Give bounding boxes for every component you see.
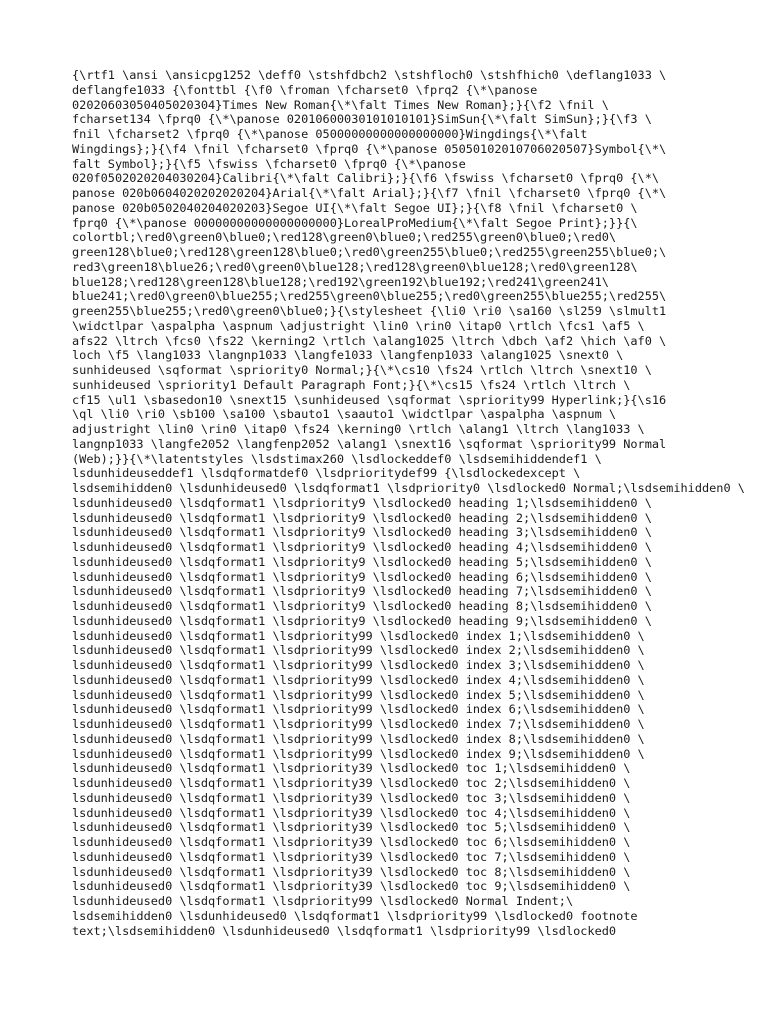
text-line: lsdunhideused0 \lsdqformat1 \lsdpriority39 \lsdlocked0 toc 8;\lsdsemihidden0 \ — [72, 864, 631, 879]
text-line: lsdunhideused0 \lsdqformat1 \lsdpriority39 \lsdlocked0 toc 4;\lsdsemihidden0 \ — [72, 805, 631, 820]
text-line: lsdunhideused0 \lsdqformat1 \lsdpriority99 \lsdlocked0 index 9;\lsdsemihidden0 \ — [72, 746, 645, 761]
text-line: lsdunhideused0 \lsdqformat1 \lsdpriority9 \lsdlocked0 heading 9;\lsdsemihidden0 \ — [72, 613, 652, 628]
text-line: langnp1033 \langfe2052 \langfenp2052 \alang1 \snext16 \sqformat \spriority99 Normal — [72, 436, 667, 451]
text-line: lsdunhideused0 \lsdqformat1 \lsdpriority39 \lsdlocked0 toc 7;\lsdsemihidden0 \ — [72, 849, 631, 864]
text-line: lsdunhideused0 \lsdqformat1 \lsdpriority9 \lsdlocked0 heading 8;\lsdsemihidden0 \ — [72, 599, 652, 613]
text-line: cf15 \ul1 \sbasedon10 \snext15 \sunhideused \sqformat \spriority99 Hyperlink;}{\s16 — [72, 392, 667, 407]
text-line: lsdunhideused0 \lsdqformat1 \lsdpriority9 \lsdlocked0 heading 2;\lsdsemihidden0 \ — [72, 510, 652, 525]
text-line: text;\lsdsemihidden0 \lsdunhideused0 \lsdqformat1 \lsdpriority99 \lsdlocked0 — [72, 923, 617, 938]
text-line: green128\blue0;\red128\green128\blue0;\red0\green255\blue0;\red255\green255\blue0;\ — [72, 245, 667, 259]
text-line: sunhideused \spriority1 Default Paragraph Font;}{\*\cs15 \fs24 \rtlch \ltrch \ — [72, 377, 631, 392]
text-line: Wingdings};}{\f4 \fnil \fcharset0 \fprq0 {\*\panose 05050102010706020507}Symbol{\*\ — [72, 141, 667, 156]
text-line: lsdunhideused0 \lsdqformat1 \lsdpriority39 \lsdlocked0 toc 6;\lsdsemihidden0 \ — [72, 835, 631, 849]
text-line: lsdunhideused0 \lsdqformat1 \lsdpriority99 \lsdlocked0 index 5;\lsdsemihidden0 \ — [72, 687, 645, 702]
text-line: lsdunhideused0 \lsdqformat1 \lsdpriority99 \lsdlocked0 index 1;\lsdsemihidden0 \ — [72, 628, 645, 643]
text-line: lsdunhideuseddef1 \lsdqformatdef0 \lsdprioritydef99 {\lsdlockedexcept \ — [72, 466, 581, 481]
text-line: sunhideused \sqformat \spriority0 Normal;}{\*\cs10 \fs24 \rtlch \ltrch \snext10 \ — [72, 363, 652, 377]
text-line: lsdunhideused0 \lsdqformat1 \lsdpriority99 \lsdlocked0 Normal Indent;\ — [72, 894, 574, 908]
text-line: panose 020b0502040204020203}Segoe UI{\*\falt Segoe UI};}{\f8 \fnil \fcharset0 \ — [72, 200, 638, 215]
text-line: blue241;\red0\green0\blue255;\red255\green0\blue255;\red0\green255\blue255;\red255\ — [72, 289, 667, 304]
text-line: adjustright \lin0 \rin0 \itap0 \fs24 \kerning0 \rtlch \alang1 \ltrch \lang1033 \ — [72, 422, 645, 436]
rtf-source-text — [72, 68, 745, 938]
text-line: \ql \li0 \ri0 \sb100 \sa100 \sbauto1 \saauto1 \widctlpar \aspalpha \aspnum \ — [72, 407, 617, 422]
text-line: (Web);}}{\*\latentstyles \lsdstimax260 \lsdlockeddef0 \lsdsemihiddendef1 \ — [72, 451, 602, 466]
text-line: panose 020b0604020202020204}Arial{\*\falt Arial};}{\f7 \fnil \fcharset0 \fprq0 {\*\ — [72, 186, 667, 200]
text-line: lsdsemihidden0 \lsdunhideused0 \lsdqformat1 \lsdpriority0 \lsdlocked0 Normal;\lsdsemihidden0 \ — [72, 481, 745, 495]
text-line: lsdunhideused0 \lsdqformat1 \lsdpriority99 \lsdlocked0 index 3;\lsdsemihidden0 \ — [72, 658, 645, 672]
text-line: fcharset134 \fprq0 {\*\panose 02010600030101010101}SimSun{\*\falt SimSun};}{\f3 \ — [72, 112, 652, 127]
text-line: red3\green18\blue26;\red0\green0\blue128;\red128\green0\blue128;\red0\green128\ — [72, 259, 638, 274]
text-line: lsdunhideused0 \lsdqformat1 \lsdpriority39 \lsdlocked0 toc 2;\lsdsemihidden0 \ — [72, 776, 631, 790]
text-line: lsdunhideused0 \lsdqformat1 \lsdpriority9 \lsdlocked0 heading 7;\lsdsemihidden0 \ — [72, 584, 652, 599]
text-line: lsdsemihidden0 \lsdunhideused0 \lsdqformat1 \lsdpriority99 \lsdlocked0 footnote — [72, 908, 638, 923]
text-line: {\rtf1 \ansi \ansicpg1252 \deff0 \stshfdbch2 \stshfloch0 \stshfhich0 \deflang1033 \ — [72, 68, 667, 82]
text-line: 02020603050405020304}Times New Roman{\*\falt Times New Roman};}{\f2 \fnil \ — [72, 97, 609, 112]
text-line: falt Symbol};}{\f5 \fswiss \fcharset0 \fprq0 {\*\panose — [72, 156, 466, 171]
text-line: lsdunhideused0 \lsdqformat1 \lsdpriority9 \lsdlocked0 heading 1;\lsdsemihidden0 \ — [72, 495, 652, 510]
text-line: loch \f5 \lang1033 \langnp1033 \langfe1033 \langfenp1033 \alang1025 \snext0 \ — [72, 348, 624, 363]
text-line: lsdunhideused0 \lsdqformat1 \lsdpriority39 \lsdlocked0 toc 9;\lsdsemihidden0 \ — [72, 879, 631, 894]
text-line: lsdunhideused0 \lsdqformat1 \lsdpriority39 \lsdlocked0 toc 1;\lsdsemihidden0 \ — [72, 761, 631, 776]
text-line: lsdunhideused0 \lsdqformat1 \lsdpriority99 \lsdlocked0 index 2;\lsdsemihidden0 \ — [72, 643, 645, 658]
text-line: lsdunhideused0 \lsdqformat1 \lsdpriority99 \lsdlocked0 index 4;\lsdsemihidden0 \ — [72, 672, 645, 687]
text-line: lsdunhideused0 \lsdqformat1 \lsdpriority9 \lsdlocked0 heading 3;\lsdsemihidden0 \ — [72, 525, 652, 540]
text-line: lsdunhideused0 \lsdqformat1 \lsdpriority99 \lsdlocked0 index 8;\lsdsemihidden0 \ — [72, 731, 645, 746]
text-line: lsdunhideused0 \lsdqformat1 \lsdpriority9 \lsdlocked0 heading 4;\lsdsemihidden0 \ — [72, 540, 652, 554]
text-line: lsdunhideused0 \lsdqformat1 \lsdpriority39 \lsdlocked0 toc 3;\lsdsemihidden0 \ — [72, 790, 631, 805]
text-line: deflangfe1033 {\fonttbl {\f0 \froman \fcharset0 \fprq2 {\*\panose — [72, 82, 538, 97]
text-line: fprq0 {\*\panose 00000000000000000000}LorealProMedium{\*\falt Segoe Print};}}{\ — [72, 215, 638, 230]
text-line: blue128;\red128\green128\blue128;\red192\green192\blue192;\red241\green241\ — [72, 274, 609, 289]
text-line: lsdunhideused0 \lsdqformat1 \lsdpriority9 \lsdlocked0 heading 6;\lsdsemihidden0 \ — [72, 569, 652, 584]
text-line: fnil \fcharset2 \fprq0 {\*\panose 05000000000000000000}Wingdings{\*\falt — [72, 127, 588, 141]
text-line: lsdunhideused0 \lsdqformat1 \lsdpriority99 \lsdlocked0 index 7;\lsdsemihidden0 \ — [72, 717, 645, 731]
text-line: afs22 \ltrch \fcs0 \fs22 \kerning2 \rtlch \alang1025 \ltrch \dbch \af2 \hich \af0 \ — [72, 333, 667, 348]
text-line: lsdunhideused0 \lsdqformat1 \lsdpriority39 \lsdlocked0 toc 5;\lsdsemihidden0 \ — [72, 820, 631, 835]
text-line: lsdunhideused0 \lsdqformat1 \lsdpriority9 \lsdlocked0 heading 5;\lsdsemihidden0 \ — [72, 554, 652, 569]
text-line: 020f0502020204030204}Calibri{\*\falt Calibri};}{\f6 \fswiss \fcharset0 \fprq0 {\*\ — [72, 171, 660, 186]
text-line: \widctlpar \aspalpha \aspnum \adjustright \lin0 \rin0 \itap0 \rtlch \fcs1 \af5 \ — [72, 318, 645, 333]
text-line: colortbl;\red0\green0\blue0;\red128\green0\blue0;\red255\green0\blue0;\red0\ — [72, 230, 617, 245]
text-line: green255\blue255;\red0\green0\blue0;}{\stylesheet {\li0 \ri0 \sa160 \sl259 \slmult1 — [72, 304, 667, 318]
text-line: lsdunhideused0 \lsdqformat1 \lsdpriority99 \lsdlocked0 index 6;\lsdsemihidden0 \ — [72, 702, 645, 717]
